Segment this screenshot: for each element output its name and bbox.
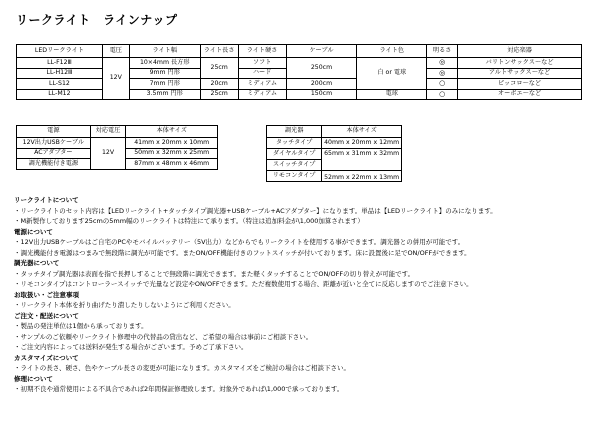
power-header-row <box>17 126 218 138</box>
dimmer-table <box>266 125 402 182</box>
width-cell: 9mm 円形 <box>129 68 200 79</box>
size-cell: 52mm x 22mm x 13mm <box>322 171 402 182</box>
note-line: ・ライトの長さ、硬さ、色やケーブル長さの変更が可能になります。カスタマイズをご検討の場合はご相談下さい。 <box>14 364 350 372</box>
width-cell: 7mm 円形 <box>129 79 200 90</box>
section-heading: お取扱い・ご注意事項 <box>14 290 79 299</box>
instrument-cell: アルトサックス～など <box>458 68 582 79</box>
length-cell: 20cm <box>200 79 238 90</box>
cable-cell: 250cm <box>286 58 357 79</box>
color-cell: 白 or 電球 <box>357 58 427 90</box>
col-color: ライト色 <box>357 45 427 58</box>
table-row <box>17 89 582 100</box>
lineup-header-row <box>17 45 582 58</box>
size-cell: 40mm x 20mm x 12mm <box>322 138 402 149</box>
model-cell: LL-F12Ⅲ <box>17 58 103 69</box>
dimmer-name-cell: ダイヤルタイプ <box>267 149 322 160</box>
section-heading: 修理について <box>14 374 53 383</box>
section-heading: 調光器について <box>14 259 60 267</box>
color-cell: 電球 <box>357 89 427 100</box>
dimmer-name-cell: タッチタイプ <box>267 138 322 149</box>
col-width: ライト幅 <box>129 45 200 58</box>
col-dimmer: 調光器 <box>267 126 322 138</box>
note-line: ・リモコンタイプはコントローラースイッチで光量など設定やON/OFFできます。ただ複数使用する場合、距離が近いと全てに反応しますのでご注意下さい。 <box>14 280 473 288</box>
col-length: ライト長さ <box>200 45 238 58</box>
instrument-cell: バリトンサックス～など <box>458 58 582 69</box>
width-cell: 3.5mm 円形 <box>129 89 200 100</box>
power-name-cell: 調光機能付き電源 <box>17 159 91 170</box>
section-heading: 電源について <box>14 227 53 236</box>
model-cell: LL-S12 <box>17 79 103 90</box>
table-row <box>17 138 218 149</box>
dimmer-name-cell: スイッチタイプ <box>267 160 322 171</box>
length-cell: 25cm <box>200 89 238 100</box>
note-line: ・リークライト本体を折り曲げたり潰したりしないようにご利用ください。 <box>14 301 235 309</box>
hardness-cell: ソフト <box>238 58 286 69</box>
voltage-cell: 12V <box>90 138 126 170</box>
col-brightness: 明るさ <box>427 45 458 58</box>
page-title: リークライト ラインナップ <box>16 13 178 27</box>
section-heading: リークライトについて <box>14 196 79 204</box>
col-voltage: 電圧 <box>102 45 129 58</box>
brightness-cell: ○ <box>427 89 458 100</box>
lineup-table <box>16 44 582 100</box>
note-line: ・12V出力USBケーブルはご自宅のPCやモバイルバッテリー（5V出力）などからでもリークライトを使用する事ができます。調光器との併用が可能です。 <box>14 238 465 246</box>
size-cell: 65mm x 31mm x 32mm <box>322 149 402 171</box>
col-voltage: 対応電圧 <box>90 126 126 138</box>
table-row <box>267 138 402 149</box>
cable-cell: 200cm <box>286 79 357 90</box>
col-size: 本体サイズ <box>126 126 218 138</box>
dimmer-header-row <box>267 126 402 138</box>
length-cell: 25cm <box>200 58 238 79</box>
size-cell: 41mm x 20mm x 10mm <box>126 138 218 149</box>
note-line: ・ご注文内容によっては送料が発生する場合がございます。予めご了承下さい。 <box>14 343 248 351</box>
model-cell: LL-M12 <box>17 89 103 100</box>
col-cable: ケーブル <box>286 45 357 58</box>
note-line: ・タッチタイプ調光器は表面を指で長押しすることで無段階に調光できます。また軽くタッチすることでON/OFFの切り替えが可能です。 <box>14 269 415 278</box>
instrument-cell: ピッコロ～など <box>458 79 582 90</box>
note-line: ・製品の発注単位は1個から承っております。 <box>14 322 148 330</box>
col-instrument: 対応楽器 <box>458 45 582 58</box>
table-row <box>17 58 582 69</box>
brightness-cell: ◎ <box>427 68 458 79</box>
table-row <box>267 149 402 160</box>
section-heading: カスタマイズについて <box>14 353 79 362</box>
note-line: ・調光機能付き電源はつまみで無段階に調光が可能です。またON/OFF機能付きのフットスイッチが付いております。床に設置後に足でON/OFFができます。 <box>14 248 471 257</box>
note-line: ・初期不良や通常使用による不具合であれば2年間保証修理致します。対象外であれば\1,000で承っております。 <box>14 385 344 393</box>
col-model: LEDリークライト <box>17 45 103 58</box>
col-hardness: ライト硬さ <box>238 45 286 58</box>
instrument-cell: オーボエ～など <box>458 89 582 100</box>
power-name-cell: 12V出力USBケーブル <box>17 138 91 149</box>
note-line: ・M新製作しております25cmの5mm幅のリークライトは特注にて承ります。（特注は追加料金が\1,000加算されます） <box>14 217 364 225</box>
hardness-cell: ミディアム <box>238 89 286 100</box>
col-power: 電源 <box>17 126 91 138</box>
section-heading: ご注文・配送について <box>14 311 79 320</box>
model-cell: LL-H12Ⅲ <box>17 68 103 79</box>
width-cell: 10×4mm 長方形 <box>129 58 200 69</box>
table-row <box>267 171 402 182</box>
note-line: ・サンプルのご依頼やリークライト修理中の代替品の貸出など、ご希望の場合は事前にご相談下さい。 <box>14 332 313 341</box>
size-cell: 50mm x 32mm x 25mm <box>126 148 218 159</box>
brightness-cell: ○ <box>427 79 458 90</box>
brightness-cell: ◎ <box>427 58 458 69</box>
col-size: 本体サイズ <box>322 126 402 138</box>
power-name-cell: ACアダプター <box>17 148 91 159</box>
size-cell: 87mm x 48mm x 46mm <box>126 159 218 170</box>
hardness-cell: ハード <box>238 68 286 79</box>
hardness-cell: ミディアム <box>238 79 286 90</box>
notes-section <box>14 195 589 395</box>
power-table <box>16 125 218 170</box>
note-line: ・リークライトのセット内容は【LEDリークライト+タッチタイプ調光器+USBケーブル+ACアダプター】になります。単品は【LEDリークライト】のみになります。 <box>14 206 497 215</box>
cable-cell: 150cm <box>286 89 357 100</box>
table-row <box>17 79 582 90</box>
voltage-cell: 12V <box>102 58 129 100</box>
dimmer-name-cell: リモコンタイプ <box>267 171 322 182</box>
